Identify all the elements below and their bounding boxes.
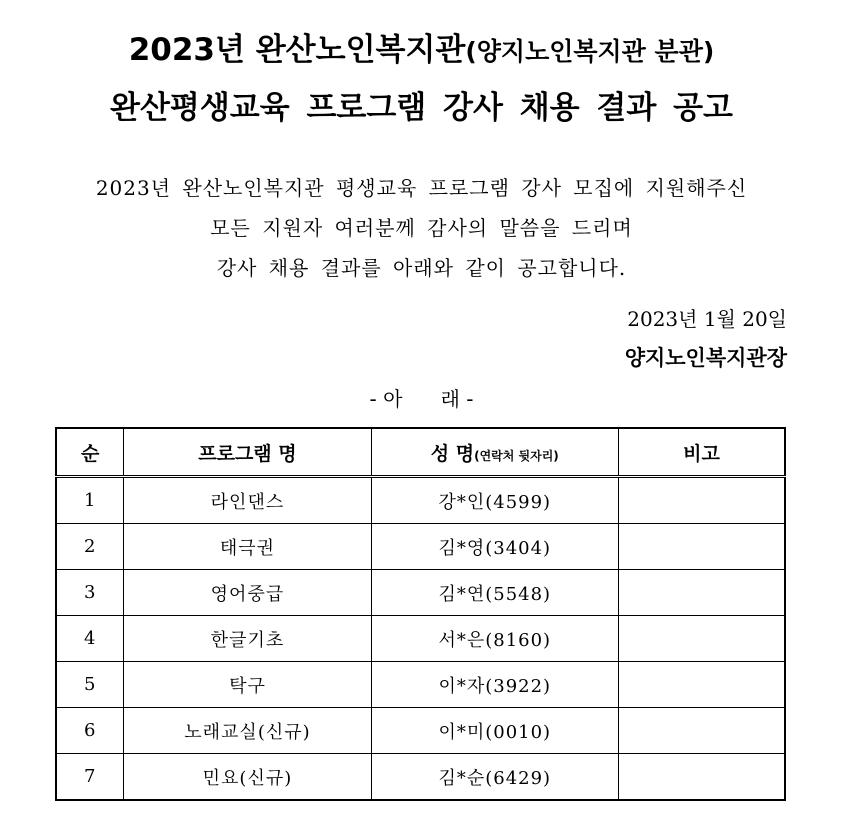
cell-name: 강*인(4599) bbox=[371, 477, 618, 524]
notice-line-2: 모든 지원자 여러분께 감사의 말씀을 드리며 bbox=[210, 216, 633, 240]
cell-no: 4 bbox=[56, 616, 124, 662]
cell-remarks bbox=[618, 754, 785, 801]
cell-program: 노래교실(신규) bbox=[124, 708, 371, 754]
cell-name: 서*은(8160) bbox=[371, 616, 618, 662]
results-table bbox=[55, 427, 786, 801]
table-header-row bbox=[56, 428, 785, 477]
header-remarks: 비고 bbox=[618, 428, 785, 477]
table-row bbox=[56, 662, 785, 708]
header-no: 순 bbox=[56, 428, 124, 477]
cell-remarks bbox=[618, 708, 785, 754]
table-row bbox=[56, 570, 785, 616]
header-name-label: 성 명 bbox=[430, 442, 475, 465]
cell-name: 김*연(5548) bbox=[371, 570, 618, 616]
document-title-line1 bbox=[0, 24, 843, 69]
notice-line-1: 2023년 완산노인복지관 평생교육 프로그램 강사 모집에 지원해주신 bbox=[95, 176, 748, 200]
notice-date: 2023년 1월 20일 bbox=[627, 307, 787, 331]
title-main: 2023년 완산노인복지관 bbox=[128, 32, 466, 68]
notice-body bbox=[0, 168, 843, 288]
cell-no: 5 bbox=[56, 662, 124, 708]
table-row bbox=[56, 708, 785, 754]
cell-name: 이*미(0010) bbox=[371, 708, 618, 754]
cell-name: 김*영(3404) bbox=[371, 524, 618, 570]
cell-remarks bbox=[618, 477, 785, 524]
document-title-line2: 완산평생교육 프로그램 강사 채용 결과 공고 bbox=[110, 90, 733, 126]
cell-remarks bbox=[618, 616, 785, 662]
signer: 양지노인복지관장 bbox=[624, 346, 787, 370]
notice-line-3: 강사 채용 결과를 아래와 같이 공고합니다. bbox=[216, 256, 627, 280]
header-name bbox=[371, 428, 618, 477]
cell-no: 6 bbox=[56, 708, 124, 754]
title-sub: (양지노인복지관 분관) bbox=[465, 37, 715, 66]
cell-program: 태극권 bbox=[124, 524, 371, 570]
cell-program: 한글기초 bbox=[124, 616, 371, 662]
cell-name: 김*순(6429) bbox=[371, 754, 618, 801]
cell-program: 라인댄스 bbox=[124, 477, 371, 524]
cell-remarks bbox=[618, 570, 785, 616]
cell-no: 2 bbox=[56, 524, 124, 570]
cell-remarks bbox=[618, 524, 785, 570]
cell-program: 영어중급 bbox=[124, 570, 371, 616]
cell-no: 1 bbox=[56, 477, 124, 524]
below-label: - 아 래 - bbox=[369, 387, 474, 411]
header-program: 프로그램 명 bbox=[124, 428, 371, 477]
cell-program: 탁구 bbox=[124, 662, 371, 708]
table-row bbox=[56, 754, 785, 801]
header-name-note: (연락처 뒷자리) bbox=[474, 448, 559, 463]
cell-name: 이*자(3922) bbox=[371, 662, 618, 708]
cell-no: 7 bbox=[56, 754, 124, 801]
cell-no: 3 bbox=[56, 570, 124, 616]
table-row bbox=[56, 616, 785, 662]
table-row bbox=[56, 524, 785, 570]
table-row bbox=[56, 477, 785, 524]
cell-remarks bbox=[618, 662, 785, 708]
cell-program: 민요(신규) bbox=[124, 754, 371, 801]
